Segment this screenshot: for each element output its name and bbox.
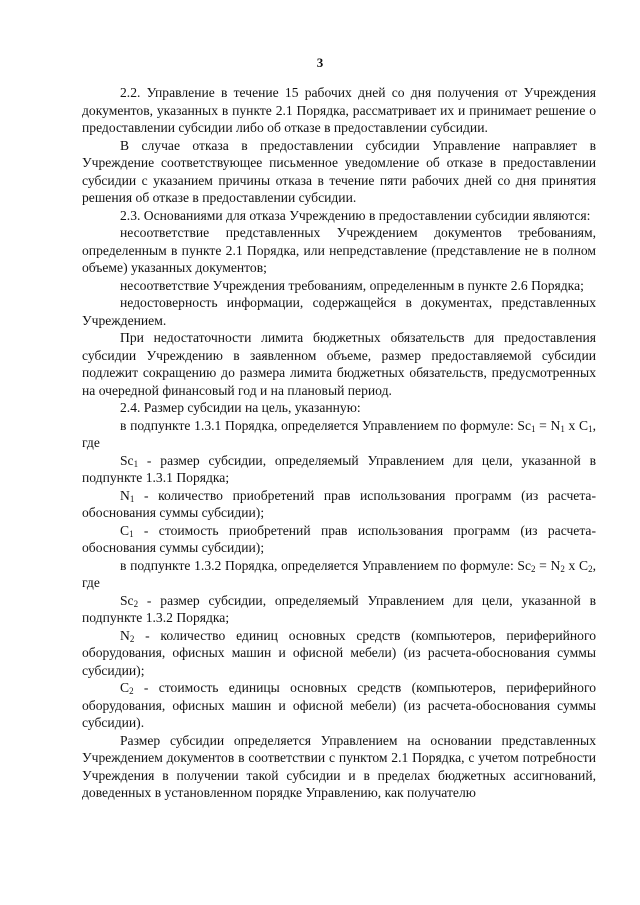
document-body	[82, 84, 596, 802]
paragraph	[82, 487, 596, 522]
subscript: 1	[129, 528, 134, 539]
text-run: C	[120, 680, 130, 695]
paragraph	[82, 522, 596, 557]
text-run: недостоверность информации, содержащейся в документах, представленных Учреждением.	[82, 295, 596, 328]
paragraph	[82, 627, 596, 680]
subscript: 1	[531, 423, 536, 434]
subscript: 2	[129, 633, 135, 644]
text-run: x C	[564, 417, 589, 433]
text-run: Размер субсидии определяется Управлением на основании представленных Учреждением документов в соответствии с пунктом 2.1 Порядка, с учетом потребности Учреждения в получении такой субсидии и в пределах бюджетных ассигнований, доведенных в установленном порядке Управлению, как получателю	[82, 732, 596, 800]
text-run: - стоимость единицы основных средств (компьютеров, периферийного оборудования, офисных машин и офисной мебели) (из расчета-обоснования суммы субсидии).	[82, 680, 596, 730]
paragraph	[82, 329, 596, 399]
text-run: Sc	[120, 592, 134, 608]
text-run: 2.2. Управление в течение 15 рабочих дней со дня получения от Учреждения документов, указанных в пункте 2.1 Порядка, рассматривает их и принимает решение о предоставлении субсидии либо об отказе в предоставлении субсидии.	[82, 85, 596, 135]
paragraph	[82, 399, 596, 417]
text-run: - размер субсидии, определяемый Управлением для цели, указанной в подпункте 1.3.1 Порядка;	[82, 452, 596, 485]
subscript: 1	[560, 423, 565, 434]
paragraph	[82, 277, 596, 295]
subscript: 1	[588, 423, 593, 434]
text-run: Sc	[120, 452, 134, 468]
text-run: При недостаточности лимита бюджетных обязательств для предоставления субсидии Учреждению в заявленном объеме, размер предоставляемой субсидии подлежит сокращению до размера лимита бюджетных обязательств, предусмотренных на очередной финансовый год и на плановый период.	[82, 330, 596, 398]
text-run: , где	[82, 557, 596, 590]
text-run: N	[120, 487, 130, 503]
subscript: 2	[133, 598, 139, 609]
paragraph	[82, 679, 596, 732]
text-run: 2.3. Основаниями для отказа Учреждению в предоставлении субсидии являются:	[120, 207, 591, 223]
text-run: в подпункте 1.3.1 Порядка, определяется Управлением по формуле: Sc	[120, 417, 531, 433]
subscript: 1	[129, 493, 135, 504]
text-run: x C	[564, 557, 589, 573]
text-run: , где	[82, 417, 596, 450]
text-run: N	[120, 627, 130, 643]
text-run: - размер субсидии, определяемый Управлением для цели, указанной в подпункте 1.3.2 Порядка;	[82, 592, 596, 625]
text-run: = N	[535, 557, 561, 573]
paragraph	[82, 294, 596, 329]
subscript: 1	[133, 458, 139, 469]
subscript: 2	[129, 686, 134, 696]
text-run: несоответствие представленных Учреждением документов требованиям, определенным в пункте 2.1 Порядка, или непредставление (представление не в полном объеме) указанных документов;	[82, 225, 596, 275]
paragraph	[82, 417, 596, 452]
text-run: - стоимость приобретений прав использования программ (из расчета-обоснования суммы субсидии);	[82, 522, 596, 555]
text-run: В случае отказа в предоставлении субсидии Управление направляет в Учреждение соответствующее письменное уведомление об отказе в предоставлении субсидии с указанием причины отказа в течение пяти рабочих дней со дня принятия решения об отказе в предоставлении субсидии.	[82, 137, 596, 205]
page-number: 3	[316, 55, 324, 70]
subscript: 2	[560, 563, 565, 574]
paragraph	[82, 732, 596, 802]
subscript: 2	[531, 563, 536, 574]
subscript: 2	[588, 563, 593, 574]
text-run: = N	[535, 417, 561, 433]
paragraph	[82, 452, 596, 487]
text-run: C	[120, 522, 130, 538]
paragraph	[82, 207, 596, 225]
paragraph	[82, 224, 596, 277]
text-run: - количество приобретений прав использования программ (из расчета-обоснования суммы субсидии);	[82, 487, 596, 520]
text-run: 2.4. Размер субсидии на цель, указанную:	[120, 400, 361, 415]
paragraph	[82, 557, 596, 592]
text-run: - количество единиц основных средств (компьютеров, периферийного оборудования, офисных машин и офисной мебели) (из расчета-обоснования суммы субсидии);	[82, 627, 596, 678]
text-run: в подпункте 1.3.2 Порядка, определяется Управлением по формуле: Sc	[120, 557, 531, 573]
paragraph	[82, 84, 596, 137]
paragraph	[82, 137, 596, 207]
text-run: несоответствие Учреждения требованиям, определенным в пункте 2.6 Порядка;	[120, 277, 584, 293]
paragraph	[82, 592, 596, 627]
